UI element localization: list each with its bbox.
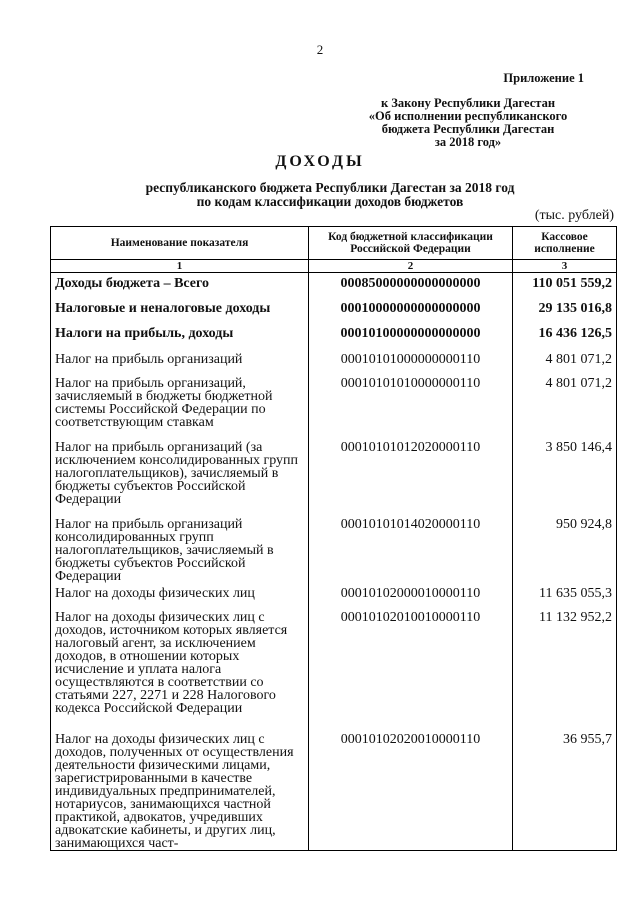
- appendix-block: [338, 72, 598, 149]
- subtitle-line: республиканского бюджета Республики Дагестан за 2018 год: [145, 180, 515, 195]
- row-name: Налог на прибыль организаций консолидированных групп налогоплательщиков, зачисляемый в бюджеты субъектов Российской Федерации: [51, 514, 309, 583]
- document-subtitle: [80, 181, 580, 209]
- row-code: 00010102010010000110: [309, 607, 513, 729]
- appendix-label: Приложение 1: [503, 71, 584, 85]
- row-name: Налог на прибыль организаций, зачисляемый в бюджеты бюджетной системы Российской Федерации по соответствующим ставкам: [51, 373, 309, 437]
- page-number: 2: [316, 42, 324, 57]
- appendix-line: к Закону Республики Дагестан: [380, 96, 556, 110]
- row-name: Доходы бюджета – Всего: [51, 273, 309, 298]
- row-value: 29 135 016,8: [513, 298, 617, 323]
- appendix-line: за 2018 год»: [434, 135, 502, 149]
- revenue-table: [50, 226, 617, 851]
- table-row: [51, 349, 617, 373]
- document-title: ДОХОДЫ: [275, 153, 365, 170]
- units-label: (тыс. рублей): [534, 208, 614, 223]
- row-code: 00010101014020000110: [309, 514, 513, 583]
- row-value: 11 635 055,3: [513, 583, 617, 607]
- row-name: Налог на прибыль организаций: [51, 349, 309, 373]
- table-row: [51, 373, 617, 437]
- row-value: 36 955,7: [513, 729, 617, 851]
- row-code: 00010101012020000110: [309, 437, 513, 514]
- column-header-name: Наименование показателя: [51, 227, 309, 260]
- row-value: 950 924,8: [513, 514, 617, 583]
- row-name: Налог на прибыль организаций (за исключением консолидированных групп налогоплательщиков), зачисляемый в бюджеты субъектов Российской Федерации: [51, 437, 309, 514]
- row-value: 4 801 071,2: [513, 349, 617, 373]
- row-value: 4 801 071,2: [513, 373, 617, 437]
- row-code: 00010102000010000110: [309, 583, 513, 607]
- table-row: [51, 514, 617, 583]
- row-code: 00010100000000000000: [309, 323, 513, 349]
- table-row: [51, 583, 617, 607]
- row-value: 3 850 146,4: [513, 437, 617, 514]
- row-name: Налоговые и неналоговые доходы: [51, 298, 309, 323]
- table-row: [51, 273, 617, 298]
- column-header-value: Кассовое исполнение: [513, 227, 617, 260]
- column-number: 2: [309, 260, 513, 273]
- row-name: Налог на доходы физических лиц с доходов, полученных от осуществления деятельности физическими лицами, зарегистрированными в качестве индивидуальных предпринимателей, нотариусов, занимающихся частной практикой, адвокатов, учредивших адвокатские кабинеты, и других лиц, занимающихся част-: [51, 729, 309, 851]
- table-row: [51, 298, 617, 323]
- table-row: [51, 437, 617, 514]
- row-code: 00010101000000000110: [309, 349, 513, 373]
- table-row: [51, 323, 617, 349]
- table-row: [51, 729, 617, 851]
- subtitle-line: по кодам классификации доходов бюджетов: [196, 194, 464, 209]
- row-value: 110 051 559,2: [513, 273, 617, 298]
- row-name: Налоги на прибыль, доходы: [51, 323, 309, 349]
- column-header-code: Код бюджетной классификации Российской Федерации: [309, 227, 513, 260]
- row-code: 00085000000000000000: [309, 273, 513, 298]
- column-number: 1: [51, 260, 309, 273]
- row-code: 00010102020010000110: [309, 729, 513, 851]
- table-row: [51, 607, 617, 729]
- row-name: Налог на доходы физических лиц: [51, 583, 309, 607]
- row-code: 00010000000000000000: [309, 298, 513, 323]
- row-code: 00010101010000000110: [309, 373, 513, 437]
- row-name: Налог на доходы физических лиц с доходов, источником которых является налоговый агент, за исключением доходов, в отношении которых исчисление и уплата налога осуществляются в соответствии со статьями 227, 2271 и 228 Налогового кодекса Российской Федерации: [51, 607, 309, 729]
- appendix-line: бюджета Республики Дагестан: [381, 122, 555, 136]
- row-value: 11 132 952,2: [513, 607, 617, 729]
- column-number: 3: [513, 260, 617, 273]
- row-value: 16 436 126,5: [513, 323, 617, 349]
- appendix-line: «Об исполнении республиканского: [368, 109, 568, 123]
